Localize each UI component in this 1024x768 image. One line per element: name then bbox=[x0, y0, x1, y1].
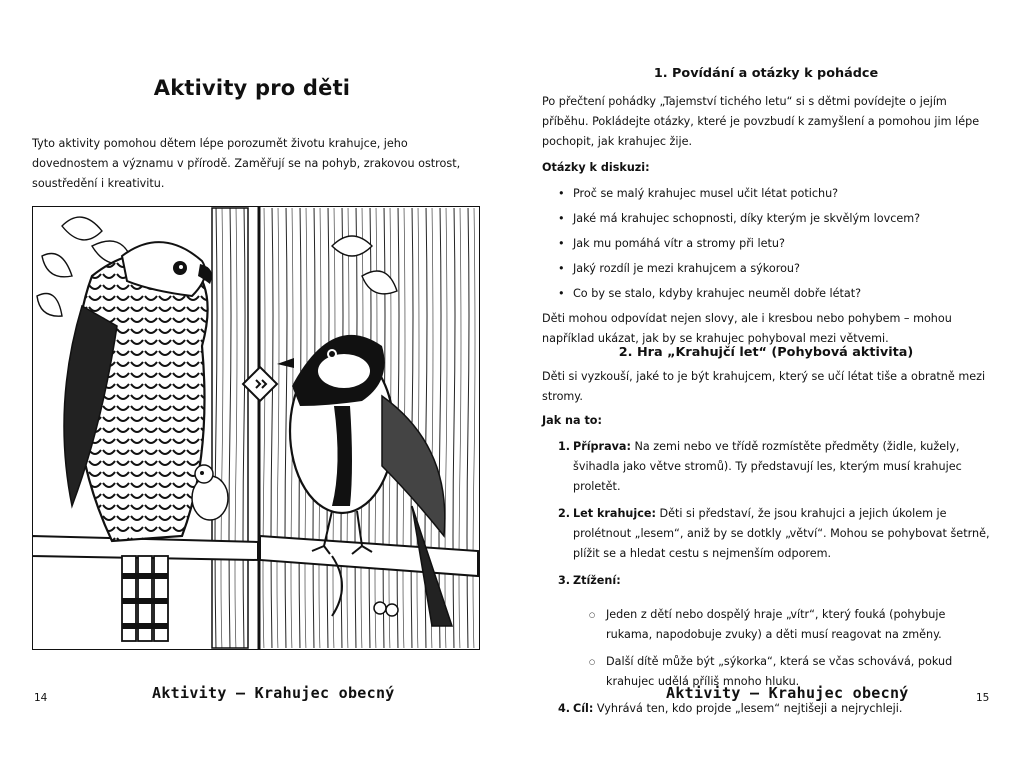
list-item: • Jaký rozdíl je mezi krahujcem a sýkorou? bbox=[542, 259, 990, 279]
list-item bbox=[542, 699, 990, 719]
steps-list bbox=[542, 437, 990, 719]
section-heading: 2. Hra „Krahujčí let“ (Pohybová aktivita) bbox=[618, 345, 914, 360]
section-game bbox=[542, 343, 990, 726]
section-outro: Děti mohou odpovídat nejen slovy, ale i kresbou nebo pohybem – mohou například ukázat, jak by se krahujec pohyboval mezi větvemi. bbox=[542, 312, 952, 345]
step-label: Let krahujce: bbox=[573, 507, 656, 520]
section-heading: 1. Povídání a otázky k pohádce bbox=[653, 66, 879, 81]
list-item: • Jaké má krahujec schopnosti, díky kterým je skvělým lovcem? bbox=[542, 209, 990, 229]
footer-title: Aktivity – Krahujec obecný bbox=[666, 684, 909, 702]
step-text: Vyhrává ten, kdo projde „lesem“ nejtišeji a nejrychleji. bbox=[593, 702, 903, 715]
sub-list-item: ○ Další dítě může být „sýkorka“, která se včas schovává, pokud krahujec udělá příliš mnoho hluku. bbox=[542, 652, 990, 692]
step-label: Ztížení: bbox=[573, 574, 621, 587]
step-number: 2. bbox=[558, 507, 571, 520]
footer-title: Aktivity – Krahujec obecný bbox=[152, 684, 395, 702]
sub-list bbox=[542, 605, 990, 692]
page-number: 15 bbox=[976, 692, 990, 704]
list-item bbox=[542, 571, 990, 692]
step-number: 4. bbox=[558, 702, 571, 715]
right-page bbox=[512, 0, 1024, 768]
step-label: Příprava: bbox=[573, 440, 631, 453]
step-number: 1. bbox=[558, 440, 571, 453]
page-title: Aktivity pro děti bbox=[153, 76, 351, 100]
hawk-and-tit-illustration bbox=[32, 206, 480, 650]
questions-label: Otázky k diskuzi: bbox=[542, 161, 650, 174]
step-number: 3. bbox=[558, 574, 571, 587]
how-label: Jak na to: bbox=[542, 414, 602, 427]
list-item: • Co by se stalo, kdyby krahujec neuměl dobře létat? bbox=[542, 284, 990, 304]
page-number: 14 bbox=[34, 692, 48, 704]
sub-list-item: ○ Jeden z dětí nebo dospělý hraje „vítr“, který fouká (pohybuje rukama, napodobuje zvuky) a děti musí reagovat na změny. bbox=[542, 605, 990, 645]
questions-list bbox=[542, 184, 990, 304]
step-label: Cíl: bbox=[573, 702, 594, 715]
section-intro: Po přečtení pohádky „Tajemství tichého letu“ si s dětmi povídejte o jejím příběhu. Pokládejte otázky, které je povzbudí k zamyšlení a pomohou jim lépe pochopit, jak krahujec žije. bbox=[542, 95, 980, 148]
section-intro: Děti si vyzkouší, jaké to je být krahujcem, který se učí létat tiše a obratně mezi stromy. bbox=[542, 370, 986, 403]
intro-paragraph: Tyto aktivity pomohou dětem lépe porozumět životu krahujce, jeho dovednostem a významu v přírodě. Zaměřují se na pohyb, zrakovou ostrost, soustředění i kreativitu. bbox=[32, 137, 461, 190]
step-text: Na zemi nebo ve třídě rozmístěte předměty (židle, kužely, švihadla jako větve stromů). Ty představují les, kterým musí krahujec proletět. bbox=[573, 440, 962, 493]
section-discussion bbox=[542, 64, 990, 349]
list-item: • Proč se malý krahujec musel učit létat potichu? bbox=[542, 184, 990, 204]
list-item: • Jak mu pomáhá vítr a stromy při letu? bbox=[542, 234, 990, 254]
list-item bbox=[542, 504, 990, 564]
list-item bbox=[542, 437, 990, 497]
step-text: Děti si představí, že jsou krahujci a jejich úkolem je prolétnout „lesem“, aniž by se dotkly „větví“. Mohou se pohybovat šetrně, plížit se a hledat cestu s nejmenším odporem. bbox=[573, 507, 990, 560]
